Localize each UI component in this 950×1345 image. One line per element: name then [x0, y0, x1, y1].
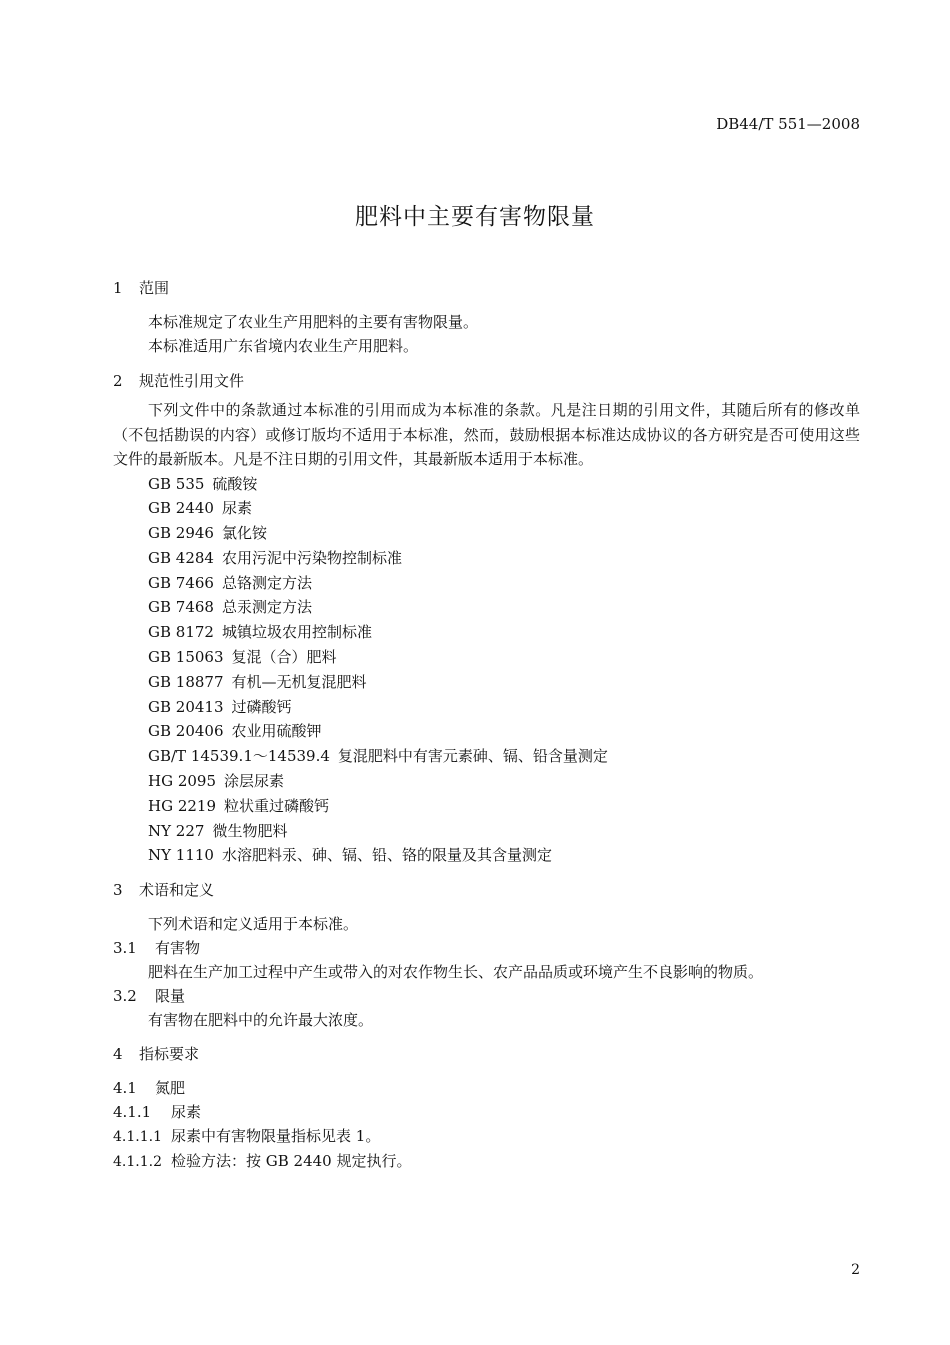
- reference-code: GB 8172: [148, 623, 214, 642]
- clause: 4.1.1.1 尿素中有害物限量指标见表 1。: [113, 1127, 381, 1146]
- document-body: [113, 276, 860, 1174]
- paragraph: 下列术语和定义适用于本标准。: [148, 915, 359, 934]
- reference-item: [113, 794, 860, 819]
- reference-code: NY 1110: [148, 846, 214, 865]
- reference-title: 微生物肥料: [212, 821, 288, 840]
- term-heading: 3.1 有害物: [113, 939, 201, 958]
- reference-item: [113, 819, 860, 844]
- reference-title: 过磷酸钙: [231, 697, 292, 716]
- section-heading-requirements: 4 指标要求: [113, 1045, 200, 1064]
- reference-code: GB/T 14539.1～14539.4: [148, 747, 330, 766]
- paragraph: 本标准适用广东省境内农业生产用肥料。: [148, 337, 419, 355]
- reference-item: [113, 496, 860, 521]
- term-definition: 有害物在肥料中的允许最大浓度。: [148, 1011, 374, 1030]
- reference-code: GB 18877: [148, 672, 224, 691]
- subsection-heading: 4.1.1 尿素: [113, 1103, 202, 1122]
- reference-title: 农用污泥中污染物控制标准: [221, 548, 402, 567]
- section-heading-terms: 3 术语和定义: [113, 881, 215, 900]
- reference-item: [113, 843, 860, 868]
- reference-title: 总汞测定方法: [221, 598, 312, 617]
- reference-code: HG 2095: [148, 772, 217, 791]
- reference-item: [113, 595, 860, 620]
- reference-code: GB 4284: [148, 548, 214, 567]
- reference-code: GB 15063: [148, 648, 224, 667]
- reference-item: [113, 769, 860, 794]
- reference-title: 城镇垃圾农用控制标准: [221, 623, 372, 642]
- reference-title: 尿素: [221, 499, 252, 518]
- reference-title: 复混肥料中有害元素砷、镉、铅含量测定: [337, 747, 608, 766]
- paragraph: 本标准规定了农业生产用肥料的主要有害物限量。: [148, 313, 479, 331]
- term-definition: 肥料在生产加工过程中产生或带入的对农作物生长、农产品品质或环境产生不良影响的物质。: [148, 963, 764, 982]
- reference-item: [113, 744, 860, 769]
- section-heading-references: 2 规范性引用文件: [113, 372, 245, 390]
- reference-title: 复混（合）肥料: [231, 648, 337, 667]
- reference-item: [113, 521, 860, 546]
- reference-item: [113, 472, 860, 497]
- reference-title: 有机—无机复混肥料: [231, 672, 367, 691]
- reference-code: GB 20413: [148, 697, 224, 716]
- reference-item: [113, 645, 860, 670]
- reference-item: [113, 620, 860, 645]
- reference-code: GB 7468: [148, 598, 214, 617]
- reference-title: 农业用硫酸钾: [231, 722, 322, 741]
- term-heading: 3.2 限量: [113, 987, 186, 1006]
- standard-code: DB44/T 551—2008: [716, 115, 860, 133]
- reference-code: GB 2440: [148, 499, 214, 518]
- reference-title: 总铬测定方法: [221, 573, 312, 592]
- document-title: 肥料中主要有害物限量: [355, 204, 595, 230]
- section-heading-scope: 1 范围: [113, 279, 170, 297]
- reference-title: 硫酸铵: [212, 474, 258, 493]
- paragraph: 下列文件中的条款通过本标准的引用而成为本标准的条款。凡是注日期的引用文件，其随后所有的修改单（不包括勘误的内容）或修订版均不适用于本标准，然而，鼓励根据本标准达成协议的各方研究是否可使用这些文件的最新版本。凡是不注日期的引用文件，其最新版本适用于本标准。: [113, 401, 860, 468]
- reference-item: [113, 546, 860, 571]
- reference-code: GB 7466: [148, 573, 214, 592]
- subsection-heading: 4.1 氮肥: [113, 1079, 186, 1098]
- reference-code: GB 2946: [148, 524, 214, 543]
- reference-title: 水溶肥料汞、砷、镉、铅、铬的限量及其含量测定: [221, 846, 552, 865]
- reference-title: 氯化铵: [221, 524, 267, 543]
- reference-title: 涂层尿素: [224, 772, 285, 791]
- clause: 4.1.1.2 检验方法：按 GB 2440 规定执行。: [113, 1152, 412, 1171]
- reference-title: 粒状重过磷酸钙: [224, 796, 330, 815]
- reference-list: [113, 472, 860, 869]
- reference-code: NY 227: [148, 821, 205, 840]
- reference-code: GB 20406: [148, 722, 224, 741]
- reference-item: [113, 719, 860, 744]
- reference-code: GB 535: [148, 474, 205, 493]
- reference-item: [113, 695, 860, 720]
- reference-item: [113, 571, 860, 596]
- reference-item: [113, 670, 860, 695]
- reference-code: HG 2219: [148, 796, 217, 815]
- page-number: 2: [851, 1262, 860, 1278]
